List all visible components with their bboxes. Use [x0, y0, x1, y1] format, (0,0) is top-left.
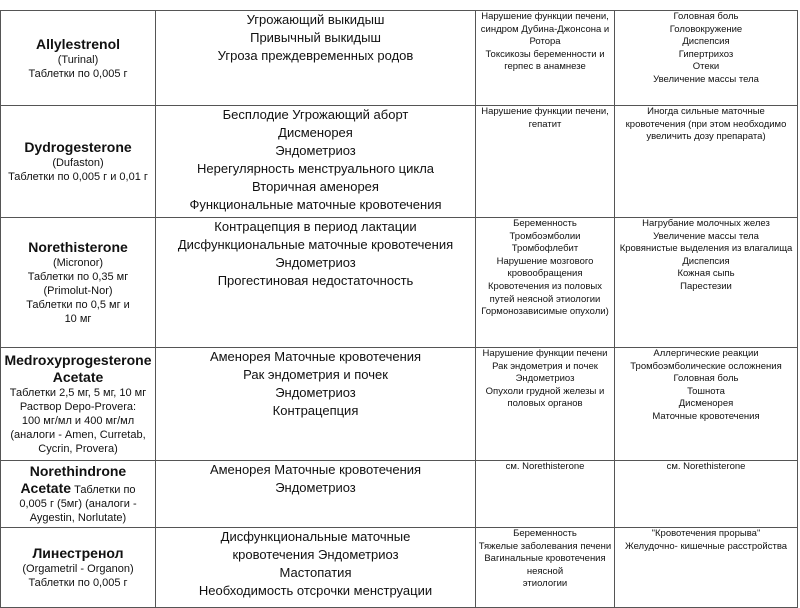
side-effect-item: Гипертрихоз: [678, 48, 734, 60]
side-effects-cell: [615, 218, 798, 348]
side-effect-item: Головокружение: [669, 23, 743, 35]
drug-name: Medroxyprogesterone Acetate: [4, 352, 152, 385]
drug-cell: [1, 348, 156, 461]
drug-name: Линестренол: [32, 545, 124, 561]
contraindications-cell: [476, 528, 615, 608]
drug-detail: (Micronor): [52, 257, 104, 269]
contraindication-item: Нарушение функции печени, синдром Дубина-Джонсона и Ротора: [480, 11, 610, 48]
drug-cell: [1, 218, 156, 348]
indication-item: Мастопатия: [279, 565, 352, 580]
indication-item: Нерегулярность менструального цикла: [196, 161, 435, 176]
side-effect-item: Маточные кровотечения: [652, 410, 760, 422]
drug-detail: (Dufaston): [52, 157, 104, 169]
indication-item: Аменорея Маточные кровотечения: [209, 462, 422, 477]
indication-item: Эндометриоз: [275, 385, 356, 400]
contraindication-item: Эндометриоз: [515, 373, 575, 385]
indications-cell: [156, 348, 476, 461]
contraindications-cell: [476, 11, 615, 106]
side-effect-item: Увеличение массы тела: [653, 73, 759, 85]
contraindications-cell: [476, 218, 615, 348]
contraindication-item: Нарушение функции печени, гепатит: [481, 106, 609, 130]
table-row: [1, 461, 798, 528]
indication-item: Прогестиновая недостаточность: [217, 273, 414, 288]
side-effect-item: Аллергические реакции: [653, 348, 759, 359]
side-effects-cell: [615, 106, 798, 218]
indication-item: Аменорея Маточные кровотечения: [209, 349, 422, 364]
drug-cell: [1, 106, 156, 218]
side-effect-item: "Кровотечения прорыва": [651, 528, 761, 539]
contraindications-cell: [476, 348, 615, 461]
table-row: [1, 348, 798, 461]
drug-cell: [1, 11, 156, 106]
side-effect-item: Головная боль: [673, 373, 739, 385]
indication-item: Вторичная аменорея: [252, 179, 379, 194]
drug-detail: 0,005 г (5мг) (аналоги -: [19, 498, 137, 510]
drug-detail: Таблетки по 0,35 мг: [27, 271, 129, 283]
table-row: [1, 106, 798, 218]
drug-detail: (Orgametril - Organon): [22, 563, 134, 575]
drug-detail: Aygestin, Norlutate): [29, 512, 127, 524]
drug-name: Dydrogesterone: [24, 139, 132, 155]
indication-item: Дисфункциональные маточные: [220, 529, 411, 544]
drug-detail: Cycrin, Provera): [38, 443, 118, 455]
indication-item: Рак эндометрия и почек: [243, 367, 388, 382]
indication-item: Контрацепция в период лактации: [214, 219, 417, 234]
side-effect-item: Иногда сильные маточные кровотечения (при этом необходимо увеличить дозу препарата): [625, 106, 787, 143]
progestin-drugs-table: [0, 10, 798, 608]
drug-cell: [1, 528, 156, 608]
indication-item: Эндометриоз: [275, 143, 356, 158]
indications-cell: [156, 106, 476, 218]
drug-name: Norethindrone Acetate: [20, 463, 127, 496]
table-row: [1, 528, 798, 608]
side-effect-item: см. Norethisterone: [666, 461, 746, 472]
drug-detail: 10 мг: [64, 313, 92, 325]
side-effect-item: Головная боль: [673, 11, 739, 22]
contraindication-item: этиологии: [522, 578, 568, 590]
contraindication-item: Нарушение мозгового кровообращения: [496, 255, 594, 280]
side-effect-item: Диспепсия: [682, 36, 730, 48]
side-effects-cell: [615, 348, 798, 461]
drug-detail: 100 мг/мл и 400 мг/мл: [21, 415, 135, 427]
indications-cell: [156, 11, 476, 106]
indication-item: Бесплодие Угрожающий аборт: [222, 107, 409, 122]
side-effect-item: Увеличение массы тела: [653, 230, 759, 242]
side-effect-item: Парестезии: [680, 280, 732, 292]
indication-item: Дисфункциональные маточные кровотечения: [177, 237, 454, 252]
indication-item: Эндометриоз: [275, 480, 356, 495]
contraindication-item: Тромбоэмболии: [509, 230, 581, 242]
contraindication-item: Нарушение функции печени Рак эндометрия и почек: [482, 348, 608, 372]
drug-detail: Таблетки по 0,005 г: [28, 67, 128, 80]
contraindication-item: Вагинальные кровотечения неясной: [484, 553, 606, 577]
side-effect-item: Кровянистые выделения из влагалища: [619, 243, 793, 255]
indication-item: Эндометриоз: [275, 255, 356, 270]
drug-detail: Таблетки по 0,005 г и 0,01 г: [8, 171, 148, 183]
table-row: [1, 218, 798, 348]
contraindication-item: Опухоли грудной железы и половых органов: [485, 385, 605, 410]
drug-cell: [1, 461, 156, 528]
drug-detail: Таблетки по: [74, 484, 136, 496]
indication-item: Привычный выкидыш: [250, 30, 381, 45]
drug-detail: Таблетки по 0,5 мг и: [26, 299, 130, 311]
indication-item: кровотечения Эндометриоз: [232, 547, 399, 562]
contraindications-cell: [476, 106, 615, 218]
drug-detail: (аналоги - Amen, Curretab,: [10, 429, 146, 441]
side-effect-item: Желудочно- кишечные расстройства: [624, 540, 788, 552]
indication-item: Необходимость отсрочки менструации: [198, 583, 433, 598]
indication-item: Угроза преждевременных родов: [217, 48, 414, 63]
contraindication-item: Гормонозависимые опухоли): [481, 306, 609, 318]
drug-detail: (Turinal): [57, 53, 99, 66]
indications-cell: [156, 528, 476, 608]
contraindication-item: Тяжелые заболевания печени: [478, 540, 612, 552]
side-effect-item: Нагрубание молочных желез: [642, 218, 770, 229]
indications-cell: [156, 461, 476, 528]
side-effect-item: Тромбоэмболические осложнения: [630, 360, 782, 372]
contraindication-item: см. Norethisterone: [505, 461, 585, 472]
side-effects-cell: [615, 461, 798, 528]
drug-detail: Таблетки 2,5 мг, 5 мг, 10 мг: [9, 387, 147, 399]
side-effect-item: Дисменорея: [678, 398, 734, 410]
indications-cell: [156, 218, 476, 348]
drug-detail: Раствор Depo-Provera:: [19, 401, 137, 413]
indication-item: Контрацепция: [272, 403, 359, 418]
indication-item: Дисменорея: [278, 125, 353, 140]
contraindication-item: Кровотечения из половых путей неясной этиологии: [488, 280, 602, 305]
indication-item: Функциональные маточные кровотечения: [189, 197, 442, 212]
table-row: [1, 11, 798, 106]
contraindication-item: Токсикозы беременности и герпес в анамнезе: [485, 48, 605, 73]
contraindication-item: Беременность: [513, 528, 577, 539]
side-effect-item: Тошнота: [687, 385, 725, 397]
drug-detail: Таблетки по 0,005 г: [28, 577, 128, 589]
drug-name: Allylestrenol: [35, 35, 121, 52]
side-effects-cell: [615, 11, 798, 106]
contraindication-item: Тромбофлебит: [511, 243, 579, 255]
drug-name: Norethisterone: [28, 239, 128, 255]
side-effects-cell: [615, 528, 798, 608]
indication-item: Угрожающий выкидыш: [246, 12, 385, 27]
side-effect-item: Отеки: [692, 61, 720, 73]
contraindication-item: Беременность: [513, 218, 577, 229]
side-effect-item: Кожная сыпь: [677, 268, 735, 280]
contraindications-cell: [476, 461, 615, 528]
drug-detail: (Primolut-Nor): [43, 285, 113, 297]
side-effect-item: Диспепсия: [682, 255, 730, 267]
